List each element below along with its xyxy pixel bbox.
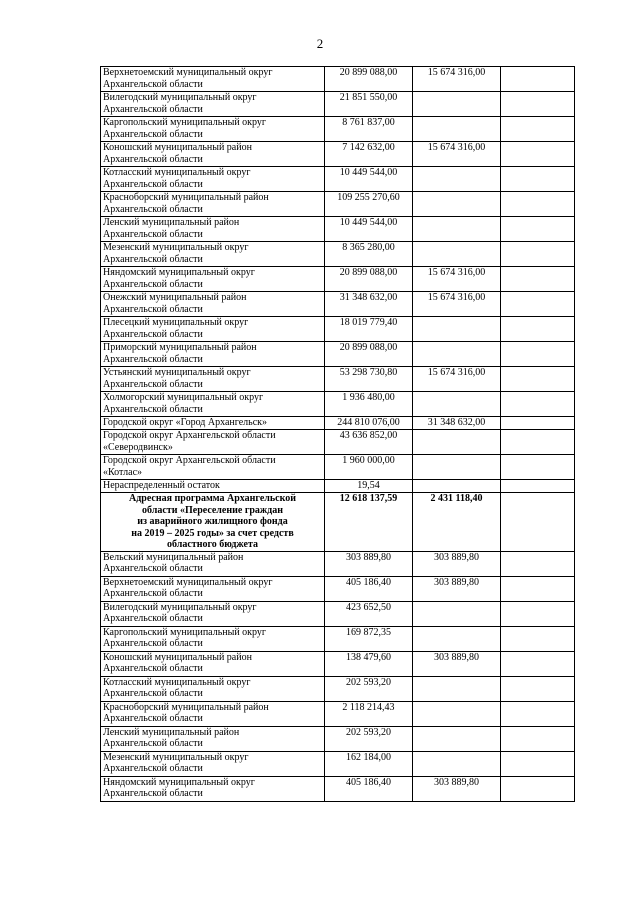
amount-cell-col1: 20 899 088,00 — [325, 67, 413, 92]
amount-cell-col1: 7 142 632,00 — [325, 142, 413, 167]
amount-cell-col2: 303 889,80 — [413, 576, 501, 601]
row-name-line: Вилегодский муниципальный округ — [103, 92, 257, 103]
amount-cell-col3 — [501, 676, 575, 701]
row-name-cell — [101, 392, 325, 417]
amount-cell-col3 — [501, 167, 575, 192]
amount-cell-col2: 15 674 316,00 — [413, 292, 501, 317]
amount-cell-col2: 303 889,80 — [413, 651, 501, 676]
amount-cell-col2 — [413, 455, 501, 480]
row-name-line: Вилегодский муниципальный округ — [103, 601, 257, 613]
amount-cell-col3 — [501, 142, 575, 167]
amount-cell-col3 — [501, 493, 575, 552]
row-name-line: «Северодвинск» — [103, 441, 173, 453]
table-row — [101, 480, 575, 493]
row-name-line: Городской округ Архангельской области — [103, 430, 276, 441]
amount-cell-col3 — [501, 601, 575, 626]
amount-cell-col2: 15 674 316,00 — [413, 67, 501, 92]
table-row — [101, 142, 575, 167]
row-name-cell — [101, 626, 325, 651]
row-name-cell — [101, 117, 325, 142]
row-name-line: Архангельской области — [103, 303, 203, 315]
table-row — [101, 217, 575, 242]
table-row — [101, 455, 575, 480]
amount-cell-col3 — [501, 392, 575, 417]
table-row — [101, 342, 575, 367]
amount-cell-col2 — [413, 242, 501, 267]
table-row — [101, 67, 575, 92]
amount-cell-col1: 109 255 270,60 — [325, 192, 413, 217]
row-name-line: Архангельской области — [103, 763, 203, 774]
row-name-line: Онежский муниципальный район — [103, 292, 247, 303]
row-name-line: Мезенский муниципальный округ — [103, 242, 249, 253]
row-name-line: Архангельской области — [103, 203, 203, 215]
row-name-cell — [101, 92, 325, 117]
table-row — [101, 267, 575, 292]
table-row — [101, 726, 575, 751]
table-row — [101, 576, 575, 601]
page-number: 2 — [316, 36, 324, 51]
row-name-line: Архангельской области — [103, 178, 203, 190]
row-name-cell — [101, 576, 325, 601]
row-name-line: Каргопольский муниципальный округ — [103, 117, 267, 128]
amount-cell-col2: 2 431 118,40 — [413, 493, 501, 552]
amount-cell-col2 — [413, 392, 501, 417]
row-name-line: Архангельской области — [103, 688, 203, 699]
amount-cell-col3 — [501, 701, 575, 726]
amount-cell-col3 — [501, 551, 575, 576]
row-name-line: Архангельской области — [103, 613, 203, 624]
row-name-line: Вельский муниципальный район — [103, 551, 244, 563]
table-row — [101, 776, 575, 801]
row-name-cell — [101, 367, 325, 392]
amount-cell-col3 — [501, 480, 575, 493]
amount-cell-col2 — [413, 92, 501, 117]
row-name-cell — [101, 430, 325, 455]
row-name-line: Холмогорский муниципальный округ — [103, 392, 264, 403]
row-name-line: Городской округ «Город Архангельск» — [103, 417, 268, 428]
amount-cell-col2 — [413, 217, 501, 242]
row-name-cell — [101, 217, 325, 242]
row-name-cell — [101, 551, 325, 576]
amount-cell-col3 — [501, 751, 575, 776]
amount-cell-col3 — [501, 292, 575, 317]
amount-cell-col3 — [501, 192, 575, 217]
table-row — [101, 92, 575, 117]
amount-cell-col3 — [501, 726, 575, 751]
row-name-cell — [101, 601, 325, 626]
row-name-line: Каргопольский муниципальный округ — [103, 626, 267, 638]
amount-cell-col1: 20 899 088,00 — [325, 342, 413, 367]
amount-cell-col1: 1 960 000,00 — [325, 455, 413, 480]
row-name-cell — [101, 67, 325, 92]
row-name-cell — [101, 192, 325, 217]
amount-cell-col1: 10 449 544,00 — [325, 167, 413, 192]
amount-cell-col3 — [501, 367, 575, 392]
row-name-line: Плесецкий муниципальный округ — [103, 317, 249, 328]
amount-cell-col2 — [413, 192, 501, 217]
allocation-table — [100, 66, 575, 802]
amount-cell-col2: 15 674 316,00 — [413, 142, 501, 167]
amount-cell-col3 — [501, 342, 575, 367]
row-name-line: Архангельской области — [103, 403, 203, 415]
table-row — [101, 430, 575, 455]
table-row — [101, 626, 575, 651]
amount-cell-col2 — [413, 117, 501, 142]
amount-cell-col1: 162 184,00 — [325, 751, 413, 776]
row-name-cell — [101, 701, 325, 726]
amount-cell-col2 — [413, 726, 501, 751]
amount-cell-col1: 2 118 214,43 — [325, 701, 413, 726]
table-row — [101, 417, 575, 430]
amount-cell-col2 — [413, 626, 501, 651]
row-name-line: Устьянский муниципальный округ — [103, 367, 251, 378]
amount-cell-col1: 10 449 544,00 — [325, 217, 413, 242]
amount-cell-col3 — [501, 117, 575, 142]
row-name-cell — [101, 267, 325, 292]
row-name-line: Нераспределенный остаток — [103, 480, 220, 491]
amount-cell-col1: 53 298 730,80 — [325, 367, 413, 392]
amount-cell-col1: 423 652,50 — [325, 601, 413, 626]
row-name-line: «Котлас» — [103, 466, 143, 478]
amount-cell-col1: 19,54 — [325, 480, 413, 493]
table-row — [101, 551, 575, 576]
row-name-line: Архангельской области — [103, 253, 203, 265]
table-row — [101, 751, 575, 776]
amount-cell-col1: 202 593,20 — [325, 676, 413, 701]
table-row — [101, 242, 575, 267]
row-name-line: Архангельской области — [103, 638, 203, 649]
row-name-line: Мезенский муниципальный округ — [103, 751, 249, 763]
table-row — [101, 292, 575, 317]
row-name-line: Архангельской области — [103, 738, 203, 749]
amount-cell-col1: 244 810 076,00 — [325, 417, 413, 430]
row-name-line: Архангельской области — [103, 103, 203, 115]
amount-cell-col3 — [501, 776, 575, 801]
amount-cell-col2: 15 674 316,00 — [413, 267, 501, 292]
amount-cell-col2 — [413, 342, 501, 367]
row-name-line: Архангельской области — [103, 788, 203, 799]
row-name-cell — [101, 676, 325, 701]
row-name-cell — [101, 242, 325, 267]
row-name-cell — [101, 726, 325, 751]
table-row — [101, 651, 575, 676]
row-name-line: Красноборский муниципальный район — [103, 701, 269, 713]
amount-cell-col3 — [501, 626, 575, 651]
row-name-line: Няндомский муниципальный округ — [103, 776, 255, 788]
amount-cell-col3 — [501, 267, 575, 292]
amount-cell-col1: 169 872,35 — [325, 626, 413, 651]
row-name-cell — [101, 317, 325, 342]
amount-cell-col1: 405 186,40 — [325, 776, 413, 801]
amount-cell-col1: 8 761 837,00 — [325, 117, 413, 142]
amount-cell-col2 — [413, 601, 501, 626]
row-name-line: на 2019 – 2025 годы» за счет средств — [131, 527, 294, 539]
row-name-line: Архангельской области — [103, 378, 203, 390]
amount-cell-col1: 8 365 280,00 — [325, 242, 413, 267]
row-name-line: Архангельской области — [103, 588, 203, 599]
row-name-cell — [101, 417, 325, 430]
amount-cell-col3 — [501, 417, 575, 430]
table-row — [101, 167, 575, 192]
amount-cell-col1: 31 348 632,00 — [325, 292, 413, 317]
amount-cell-col1: 202 593,20 — [325, 726, 413, 751]
row-name-line: Верхнетоемский муниципальный округ — [103, 67, 273, 78]
table-row — [101, 601, 575, 626]
table-row — [101, 317, 575, 342]
amount-cell-col3 — [501, 92, 575, 117]
amount-cell-col2 — [413, 701, 501, 726]
row-name-line: Коношский муниципальный район — [103, 142, 252, 153]
row-name-cell — [101, 167, 325, 192]
row-name-line: Ленский муниципальный район — [103, 217, 240, 228]
amount-cell-col3 — [501, 242, 575, 267]
amount-cell-col3 — [501, 430, 575, 455]
table-row — [101, 701, 575, 726]
amount-cell-col1: 405 186,40 — [325, 576, 413, 601]
amount-cell-col3 — [501, 67, 575, 92]
amount-cell-col3 — [501, 455, 575, 480]
amount-cell-col3 — [501, 576, 575, 601]
row-name-line: Архангельской области — [103, 128, 203, 140]
row-name-line: Верхнетоемский муниципальный округ — [103, 576, 273, 588]
row-name-cell — [101, 776, 325, 801]
row-name-line: Коношский муниципальный район — [103, 651, 252, 663]
amount-cell-col2: 303 889,80 — [413, 551, 501, 576]
row-name-cell — [101, 493, 325, 552]
row-name-line: Архангельской области — [103, 278, 203, 290]
amount-cell-col1: 43 636 852,00 — [325, 430, 413, 455]
row-name-cell — [101, 480, 325, 493]
amount-cell-col2 — [413, 317, 501, 342]
amount-cell-col1: 21 851 550,00 — [325, 92, 413, 117]
row-name-line: области «Переселение граждан — [142, 504, 283, 516]
amount-cell-col1: 1 936 480,00 — [325, 392, 413, 417]
row-name-line: Архангельской области — [103, 563, 203, 574]
row-name-line: Приморский муниципальный район — [103, 342, 257, 353]
amount-cell-col1: 303 889,80 — [325, 551, 413, 576]
row-name-line: Архангельской области — [103, 353, 203, 365]
amount-cell-col3 — [501, 651, 575, 676]
amount-cell-col2 — [413, 480, 501, 493]
row-name-line: Котласский муниципальный округ — [103, 676, 251, 688]
table-row — [101, 192, 575, 217]
row-name-line: Архангельской области — [103, 78, 203, 90]
table-section-heading-row — [101, 493, 575, 552]
row-name-cell — [101, 342, 325, 367]
amount-cell-col2 — [413, 430, 501, 455]
amount-cell-col2: 15 674 316,00 — [413, 367, 501, 392]
amount-cell-col2 — [413, 676, 501, 701]
row-name-line: Архангельской области — [103, 328, 203, 340]
row-name-cell — [101, 292, 325, 317]
amount-cell-col1: 138 479,60 — [325, 651, 413, 676]
amount-cell-col1: 12 618 137,59 — [325, 493, 413, 552]
row-name-cell — [101, 651, 325, 676]
table-row — [101, 392, 575, 417]
row-name-line: Архангельской области — [103, 713, 203, 724]
row-name-line: из аварийного жилищного фонда — [137, 516, 288, 527]
row-name-line: Няндомский муниципальный округ — [103, 267, 255, 278]
table-row — [101, 367, 575, 392]
row-name-line: Архангельской области — [103, 153, 203, 165]
row-name-cell — [101, 142, 325, 167]
row-name-line: Красноборский муниципальный район — [103, 192, 269, 203]
row-name-line: Ленский муниципальный район — [103, 726, 240, 738]
row-name-line: Архангельской области — [103, 228, 203, 240]
amount-cell-col2: 303 889,80 — [413, 776, 501, 801]
row-name-cell — [101, 751, 325, 776]
table-row — [101, 676, 575, 701]
row-name-line: Городской округ Архангельской области — [103, 455, 276, 466]
amount-cell-col2: 31 348 632,00 — [413, 417, 501, 430]
amount-cell-col2 — [413, 167, 501, 192]
row-name-line: областного бюджета — [167, 539, 258, 550]
row-name-line: Архангельской области — [103, 663, 203, 674]
amount-cell-col3 — [501, 217, 575, 242]
row-name-cell — [101, 455, 325, 480]
row-name-line: Адресная программа Архангельской — [129, 493, 296, 504]
table-row — [101, 117, 575, 142]
amount-cell-col1: 20 899 088,00 — [325, 267, 413, 292]
amount-cell-col2 — [413, 751, 501, 776]
amount-cell-col1: 18 019 779,40 — [325, 317, 413, 342]
amount-cell-col3 — [501, 317, 575, 342]
row-name-line: Котласский муниципальный округ — [103, 167, 251, 178]
